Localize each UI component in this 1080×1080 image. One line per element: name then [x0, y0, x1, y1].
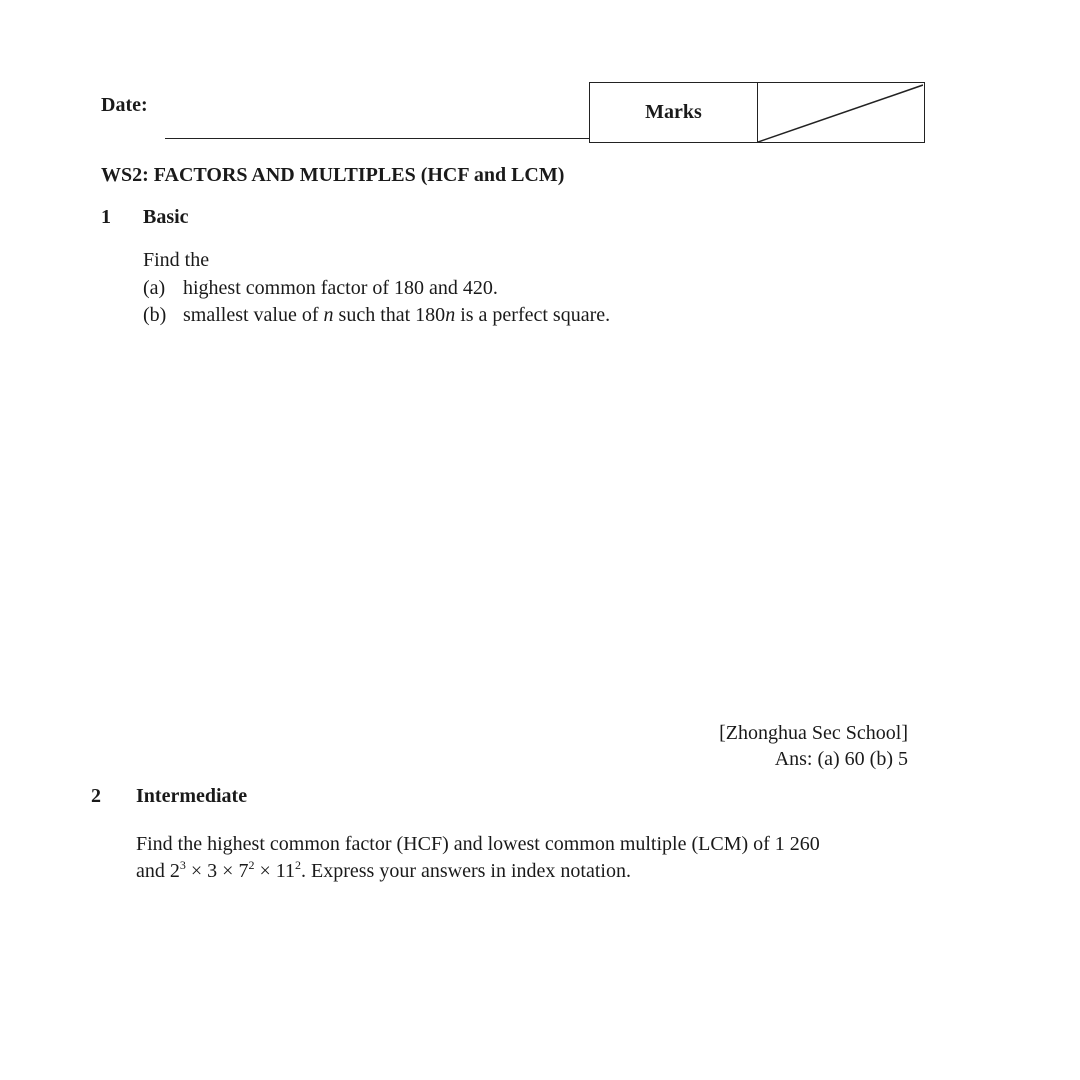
marks-box	[589, 82, 925, 143]
expr-exp-2: 3	[179, 858, 186, 872]
expr-base-2: 2	[169, 860, 180, 882]
diagonal-slash-icon	[758, 83, 923, 142]
part-b-variable-2: n	[445, 304, 456, 326]
part-b-variable: n	[323, 304, 334, 326]
question-1-source: [Zhonghua Sec School]	[719, 722, 908, 744]
part-b-text-mid: such that 180	[333, 304, 446, 326]
part-b-label: (b)	[143, 304, 167, 326]
expr-exp-11: 2	[295, 858, 301, 872]
expr-base-3: 3	[207, 860, 218, 882]
marks-score-cell[interactable]	[758, 83, 923, 142]
question-1-number: 1	[101, 206, 111, 228]
part-a-label: (a)	[143, 277, 166, 299]
date-label: Date:	[101, 94, 148, 116]
question-2-text-line-1: Find the highest common factor (HCF) and lowest common multiple (LCM) of 1 260	[136, 833, 820, 855]
part-b-text-after: is a perfect square.	[455, 304, 611, 326]
expr-prefix: and	[136, 860, 170, 882]
part-a-text: highest common factor of 180 and 420.	[183, 277, 498, 299]
question-1-level: Basic	[143, 206, 189, 228]
part-b-text-before: smallest value of	[183, 304, 324, 326]
marks-label: Marks	[590, 83, 758, 142]
expr-suffix: . Express your answers in index notation.	[301, 860, 631, 882]
expr-base-11: 11	[275, 860, 295, 882]
question-1-answer: Ans: (a) 60 (b) 5	[774, 748, 908, 770]
question-2-level: Intermediate	[136, 785, 248, 807]
question-1-part-a	[143, 277, 498, 300]
question-2-text-line-2	[136, 860, 631, 883]
worksheet-title: WS2: FACTORS AND MULTIPLES (HCF and LCM)	[101, 164, 565, 186]
expr-op: ×	[254, 860, 276, 882]
date-input-line[interactable]	[165, 138, 590, 139]
question-1-intro: Find the	[143, 249, 210, 271]
expr-base-7: 7	[238, 860, 249, 882]
expr-op: ×	[217, 860, 239, 882]
expr-op: ×	[185, 860, 208, 882]
question-2-number: 2	[91, 785, 101, 807]
question-1-part-b	[143, 304, 610, 327]
expr-exp-7: 2	[248, 858, 255, 872]
